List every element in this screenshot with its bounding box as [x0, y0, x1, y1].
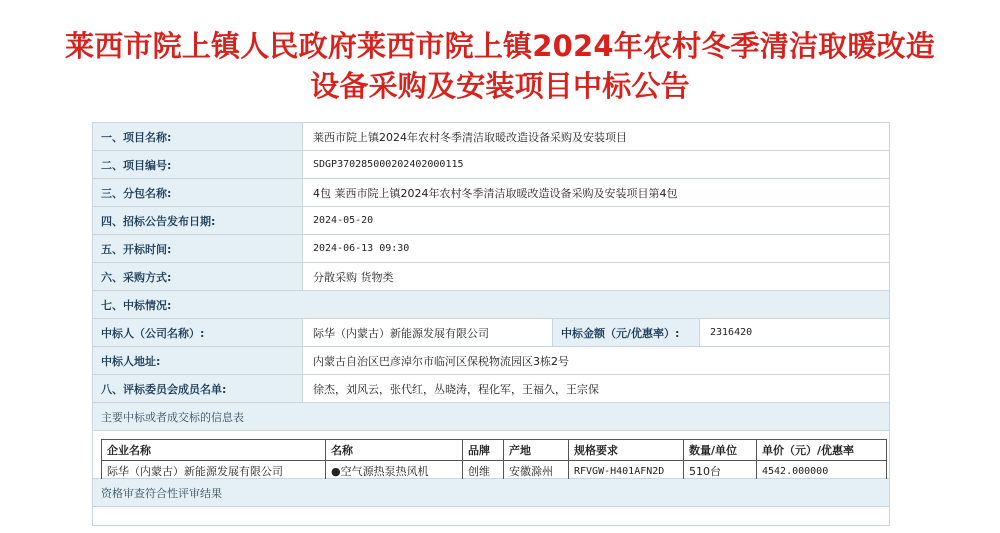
cell-quantity: 510台 — [684, 461, 757, 482]
value-winner-address: 内蒙古自治区巴彦淖尔市临河区保税物流园区3栋2号 — [313, 354, 569, 368]
row-committee — [92, 375, 890, 403]
items-table-header — [102, 440, 887, 461]
row-items-section — [92, 403, 890, 431]
value-procurement-method: 分散采购 货物类 — [313, 270, 394, 284]
header-origin: 产地 — [504, 440, 569, 461]
row-opening-time — [92, 235, 890, 263]
page-title-line2: 设备采购及安装项目中标公告 — [310, 69, 690, 103]
row-project-number — [92, 151, 890, 179]
label-project-name: 一、项目名称: — [93, 123, 303, 150]
header-quantity: 数量/单位 — [684, 440, 757, 461]
row-qualification-content — [92, 507, 890, 526]
row-award-section — [92, 291, 890, 319]
qualification-content — [93, 507, 889, 525]
label-committee: 八、评标委员会成员名单: — [93, 375, 303, 402]
row-qualification — [92, 479, 890, 507]
value-opening-time: 2024-06-13 09:30 — [313, 243, 410, 254]
page-title — [0, 26, 1000, 106]
cell-unit-price: 4542.000000 — [757, 461, 887, 482]
header-unit-price: 单价（元）/优惠率 — [757, 440, 887, 461]
value-award-amount: 2316420 — [710, 327, 753, 338]
page-title-line1: 莱西市院上镇人民政府莱西市院上镇2024年农村冬季清洁取暖改造 — [65, 29, 935, 63]
cell-company: 际华（内蒙古）新能源发展有限公司 — [102, 461, 326, 482]
row-publish-date — [92, 207, 890, 235]
label-package-name: 三、分包名称: — [93, 179, 303, 206]
row-procurement-method — [92, 263, 890, 291]
row-package-name — [92, 179, 890, 207]
row-winner-address — [92, 347, 890, 375]
cell-origin: 安徽滁州 — [504, 461, 569, 482]
header-item-name: 名称 — [326, 440, 463, 461]
row-project-name — [92, 122, 890, 151]
qualification-heading: 资格审查符合性评审结果 — [93, 479, 889, 506]
value-package-name: 4包 莱西市院上镇2024年农村冬季清洁取暖改造设备采购及安装项目第4包 — [313, 186, 678, 200]
header-company: 企业名称 — [102, 440, 326, 461]
label-procurement-method: 六、采购方式: — [93, 263, 303, 290]
label-award-amount: 中标金额（元/优惠率）: — [553, 319, 700, 346]
cell-item-name: ●空气源热泵热风机 — [326, 461, 463, 482]
header-brand: 品牌 — [463, 440, 504, 461]
label-opening-time: 五、开标时间: — [93, 235, 303, 262]
items-table — [101, 439, 887, 482]
row-winner — [92, 319, 890, 347]
header-spec: 规格要求 — [569, 440, 684, 461]
items-section-heading: 主要中标或者成交标的信息表 — [93, 403, 889, 430]
label-winner-address: 中标人地址: — [93, 347, 303, 374]
value-publish-date: 2024-05-20 — [313, 215, 374, 226]
value-project-number: SDGP370285000202402000115 — [313, 159, 464, 170]
label-publish-date: 四、招标公告发布日期: — [93, 207, 303, 234]
section-award-heading: 七、中标情况: — [93, 291, 889, 318]
notice-table — [92, 122, 890, 526]
value-committee: 徐杰，刘风云，张代红，丛晓涛，程化军，王福久，王宗保 — [313, 382, 599, 396]
label-winner: 中标人（公司名称）: — [93, 319, 303, 346]
label-project-number: 二、项目编号: — [93, 151, 303, 178]
value-project-name: 莱西市院上镇2024年农村冬季清洁取暖改造设备采购及安装项目 — [313, 130, 627, 144]
cell-spec: RFVGW-H401AFN2D — [569, 461, 684, 482]
items-table-wrap — [92, 431, 890, 479]
cell-brand: 创维 — [463, 461, 504, 482]
value-winner: 际华（内蒙古）新能源发展有限公司 — [303, 319, 553, 346]
